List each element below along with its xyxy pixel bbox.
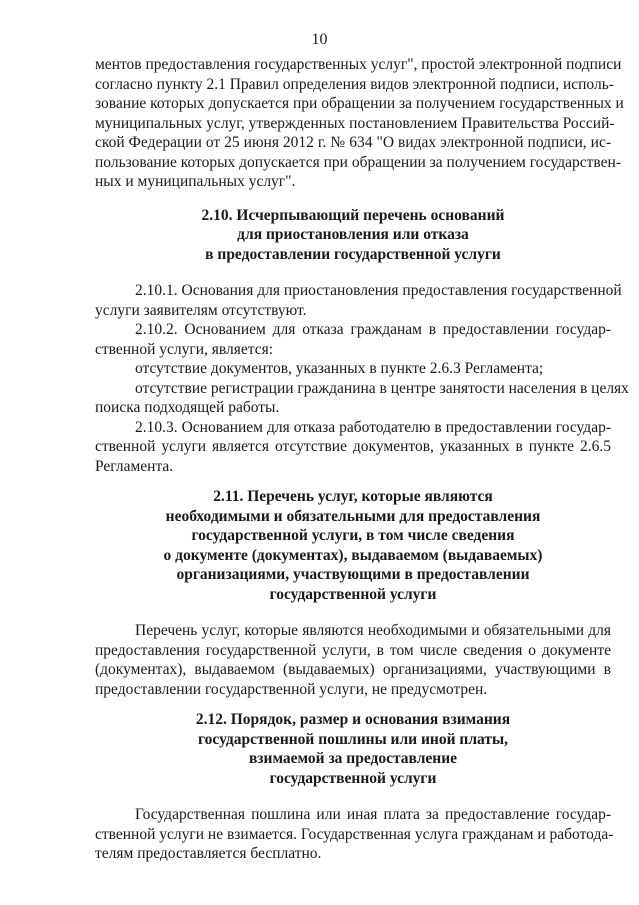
text-line: отсутствие документов, указанных в пункте 2.6.3 Регламента; [135,360,544,377]
heading-line: необходимыми и обязательными для предоставления [165,507,541,525]
text-line: ственной услуги является отсутствие документов, указанных в пункте 2.6.5 [95,438,611,455]
heading-line: для приостановления или отказа [237,226,469,243]
heading-line: 2.10. Исчерпывающий перечень оснований [201,206,505,224]
heading-line: государственной услуги [269,769,437,787]
page-content [95,55,629,864]
heading-line: государственной услуги [269,585,437,603]
heading-line: взимаемой за предоставление [248,750,458,767]
list-item-missing-registration [95,379,629,418]
intro-paragraph [95,55,624,192]
heading-line: государственной пошлины или иной платы, [198,730,508,748]
text-line: Перечень услуг, которые являются необходимыми и обязательными для [135,622,611,639]
heading-line: государственной услуги, в том числе сведения [191,527,515,544]
text-line: согласно пункту 2.1 Правил определения видов электронной подписи, исполь- [95,75,614,93]
heading-line: о документе (документах), выдаваемом (выдаваемых) [163,546,543,564]
text-line: 2.10.2. Основанием для отказа гражданам в предоставлении государ- [135,321,611,338]
text-line: Регламента. [95,457,174,475]
text-line: пользование которых допускается при обращении за получением государствен- [95,153,622,171]
text-line: (документах), выдаваемом (выдаваемых) организациями, участвующими в [95,661,611,678]
page-number: 10 [311,31,328,48]
text-line: ных и муниципальных услуг". [95,173,296,190]
text-line: поиска подходящей работы. [95,399,280,416]
heading-line: в предоставлении государственной услуги [205,245,501,263]
paragraph-2-10-1 [95,281,622,320]
text-line: ской Федерации от 25 июня 2012 г. № 634 "О видах электронной подписи, ис- [95,134,611,151]
section-2-12-heading [95,710,611,788]
paragraph-2-10-2 [95,320,611,359]
text-line: телям предоставляется бесплатно. [95,845,322,862]
list-item-missing-documents [95,359,611,379]
section-2-11-body [95,621,611,699]
text-line: 2.10.1. Основания для приостановления предоставления государственной [135,282,622,299]
paragraph-2-10-3 [95,418,611,477]
text-line: предоставлении государственной услуги, не предусмотрен. [95,680,488,698]
heading-line: 2.11. Перечень услуг, которые являются [213,488,493,505]
text-line: ментов предоставления государственных услуг", простой электронной подписи [95,56,622,73]
text-line: отсутствие регистрации гражданина в центре занятости населения в целях [135,379,629,397]
section-2-10-body [95,281,629,476]
heading-line: 2.12. Порядок, размер и основания взимания [195,711,511,728]
text-line: 2.10.3. Основанием для отказа работодателю в предоставлении государ- [135,418,611,436]
section-2-10-heading [95,206,611,265]
section-2-11-heading [95,487,611,604]
text-line: ственной услуги не взимается. Государственная услуга гражданам и работода- [95,825,614,843]
text-line: ственной услуги, является: [95,340,274,358]
text-line: услуги заявителям отсутствуют. [95,301,307,319]
heading-line: организациями, участвующими в предоставлении [176,566,530,583]
text-line: зование которых допускается при обращении за получением государственных и [95,95,624,112]
section-2-12-body [95,805,614,864]
text-line: Государственная пошлина или иная плата за предоставление государ- [135,806,611,823]
text-line: муниципальных услуг, утвержденных постановлением Правительства Россий- [95,114,615,132]
text-line: предоставления государственной услуги, в том числе сведения о документе [95,641,611,659]
